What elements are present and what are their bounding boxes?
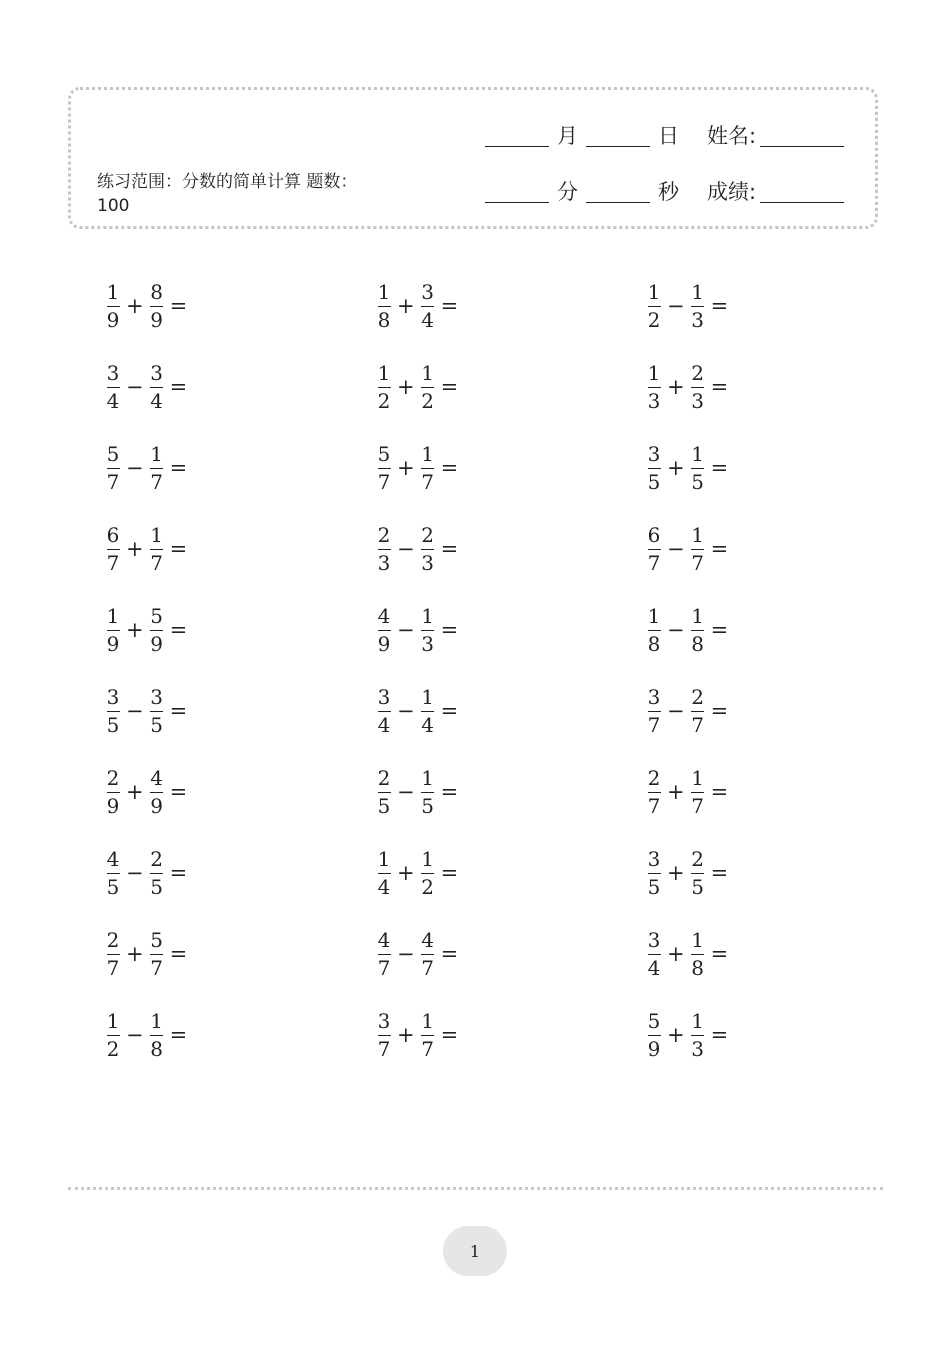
numerator: 6 (647, 523, 661, 547)
first-fraction (105, 281, 121, 331)
first-fraction (646, 767, 662, 817)
denominator: 7 (421, 1037, 434, 1062)
problem-7-2 (376, 767, 458, 817)
problem-3-3 (646, 443, 728, 493)
denominator: 7 (647, 713, 661, 738)
first-fraction (105, 686, 121, 736)
numerator: 1 (421, 442, 434, 466)
denominator: 4 (377, 875, 391, 900)
first-fraction (376, 443, 392, 493)
header-box (68, 87, 878, 229)
equals-sign: = (710, 780, 729, 805)
first-fraction (646, 362, 662, 412)
second-fraction (149, 1010, 165, 1060)
numerator: 5 (647, 1009, 661, 1033)
first-fraction (105, 929, 121, 979)
footer-divider (68, 1187, 883, 1190)
equals-sign: = (169, 1023, 188, 1048)
problem-9-1 (105, 929, 187, 979)
denominator: 2 (106, 1037, 120, 1062)
second-fraction (149, 605, 165, 655)
first-fraction (105, 605, 121, 655)
numerator: 1 (421, 685, 434, 709)
numerator: 1 (150, 1009, 163, 1033)
first-fraction (376, 281, 392, 331)
operator: + (667, 456, 685, 481)
denominator: 5 (150, 875, 163, 900)
problem-7-1 (105, 767, 187, 817)
operator: + (667, 942, 685, 967)
equals-sign: = (440, 780, 459, 805)
second-fraction (149, 848, 165, 898)
problem-2-3 (646, 362, 728, 412)
numerator: 2 (150, 847, 163, 871)
operator: + (126, 618, 144, 643)
equals-sign: = (710, 1023, 729, 1048)
problem-8-2 (376, 848, 458, 898)
equals-sign: = (440, 618, 459, 643)
denominator: 5 (421, 794, 434, 819)
operator: − (126, 375, 144, 400)
problem-9-3 (646, 929, 728, 979)
equals-sign: = (169, 942, 188, 967)
numerator: 2 (647, 766, 661, 790)
minute-label: 分 (557, 180, 578, 204)
operator: − (667, 294, 685, 319)
numerator: 1 (377, 847, 391, 871)
second-fraction (690, 929, 706, 979)
denominator: 3 (691, 1037, 704, 1062)
denominator: 5 (377, 794, 391, 819)
equals-sign: = (710, 618, 729, 643)
numerator: 2 (106, 766, 120, 790)
second-fraction (420, 1010, 436, 1060)
practice-scope: 练习范围：分数的简单计算 题数：100 (97, 172, 358, 216)
denominator: 5 (150, 713, 163, 738)
numerator: 1 (647, 361, 661, 385)
name-blank[interactable] (760, 124, 844, 147)
numerator: 2 (691, 847, 704, 871)
denominator: 4 (150, 389, 163, 414)
numerator: 3 (421, 280, 434, 304)
denominator: 9 (150, 632, 163, 657)
numerator: 5 (106, 442, 120, 466)
numerator: 1 (150, 442, 163, 466)
denominator: 7 (691, 794, 704, 819)
problem-6-3 (646, 686, 728, 736)
equals-sign: = (169, 618, 188, 643)
numerator: 4 (377, 928, 391, 952)
denominator: 2 (421, 875, 434, 900)
numerator: 2 (421, 523, 434, 547)
first-fraction (376, 524, 392, 574)
second-fraction (149, 686, 165, 736)
equals-sign: = (710, 537, 729, 562)
problem-9-2 (376, 929, 458, 979)
denominator: 5 (106, 875, 120, 900)
operator: + (397, 1023, 415, 1048)
denominator: 8 (691, 632, 704, 657)
second-fraction (149, 929, 165, 979)
numerator: 3 (647, 685, 661, 709)
denominator: 7 (421, 956, 434, 981)
operator: + (397, 375, 415, 400)
first-fraction (646, 848, 662, 898)
numerator: 2 (691, 361, 704, 385)
denominator: 2 (647, 308, 661, 333)
denominator: 8 (150, 1037, 163, 1062)
problem-4-3 (646, 524, 728, 574)
denominator: 7 (150, 551, 163, 576)
denominator: 7 (377, 956, 391, 981)
first-fraction (646, 524, 662, 574)
denominator: 7 (106, 956, 120, 981)
denominator: 5 (647, 875, 661, 900)
denominator: 3 (691, 308, 704, 333)
denominator: 7 (421, 470, 434, 495)
first-fraction (376, 1010, 392, 1060)
problem-5-2 (376, 605, 458, 655)
first-fraction (376, 605, 392, 655)
page-number: 1 (443, 1226, 507, 1276)
second-blank[interactable] (586, 180, 650, 203)
denominator: 7 (647, 794, 661, 819)
name-label: 姓名: (707, 124, 757, 148)
problem-1-2 (376, 281, 458, 331)
equals-sign: = (169, 780, 188, 805)
problem-5-3 (646, 605, 728, 655)
operator: + (667, 861, 685, 886)
second-fraction (420, 524, 436, 574)
numerator: 1 (647, 280, 661, 304)
denominator: 8 (691, 956, 704, 981)
first-fraction (105, 1010, 121, 1060)
operator: − (397, 942, 415, 967)
operator: + (667, 375, 685, 400)
second-fraction (420, 848, 436, 898)
numerator: 3 (377, 1009, 391, 1033)
numerator: 1 (421, 361, 434, 385)
denominator: 9 (106, 794, 120, 819)
numerator: 1 (691, 280, 704, 304)
first-fraction (105, 362, 121, 412)
problem-2-2 (376, 362, 458, 412)
denominator: 7 (647, 551, 661, 576)
denominator: 7 (377, 470, 391, 495)
numerator: 4 (106, 847, 120, 871)
first-fraction (646, 443, 662, 493)
second-fraction (690, 605, 706, 655)
denominator: 3 (421, 632, 434, 657)
score-blank[interactable] (760, 180, 844, 203)
problem-10-2 (376, 1010, 458, 1060)
denominator: 5 (691, 470, 704, 495)
numerator: 1 (691, 766, 704, 790)
numerator: 4 (421, 928, 434, 952)
numerator: 1 (421, 604, 434, 628)
denominator: 4 (106, 389, 120, 414)
second-fraction (690, 767, 706, 817)
numerator: 3 (647, 847, 661, 871)
numerator: 3 (106, 685, 120, 709)
numerator: 1 (691, 604, 704, 628)
numerator: 3 (647, 928, 661, 952)
numerator: 3 (150, 361, 163, 385)
first-fraction (105, 524, 121, 574)
equals-sign: = (169, 699, 188, 724)
first-fraction (376, 767, 392, 817)
denominator: 9 (106, 308, 120, 333)
problem-10-3 (646, 1010, 728, 1060)
denominator: 9 (150, 308, 163, 333)
problem-8-3 (646, 848, 728, 898)
denominator: 8 (647, 632, 661, 657)
numerator: 1 (150, 523, 163, 547)
denominator: 3 (647, 389, 661, 414)
operator: + (126, 780, 144, 805)
numerator: 4 (377, 604, 391, 628)
problem-1-3 (646, 281, 728, 331)
first-fraction (376, 848, 392, 898)
denominator: 9 (150, 794, 163, 819)
denominator: 7 (106, 470, 120, 495)
operator: + (126, 942, 144, 967)
numerator: 1 (647, 604, 661, 628)
equals-sign: = (440, 375, 459, 400)
second-fraction (420, 362, 436, 412)
numerator: 8 (150, 280, 163, 304)
equals-sign: = (710, 294, 729, 319)
equals-sign: = (440, 942, 459, 967)
first-fraction (646, 929, 662, 979)
operator: − (667, 699, 685, 724)
second-label: 秒 (658, 180, 679, 204)
equals-sign: = (440, 1023, 459, 1048)
second-fraction (420, 929, 436, 979)
operator: + (397, 294, 415, 319)
equals-sign: = (169, 456, 188, 481)
denominator: 7 (150, 956, 163, 981)
first-fraction (376, 929, 392, 979)
equals-sign: = (169, 294, 188, 319)
denominator: 7 (377, 1037, 391, 1062)
numerator: 1 (691, 523, 704, 547)
equals-sign: = (710, 456, 729, 481)
equals-sign: = (440, 861, 459, 886)
equals-sign: = (169, 861, 188, 886)
second-fraction (420, 767, 436, 817)
operator: + (397, 861, 415, 886)
equals-sign: = (710, 861, 729, 886)
equals-sign: = (440, 537, 459, 562)
first-fraction (646, 686, 662, 736)
operator: + (667, 780, 685, 805)
numerator: 1 (691, 1009, 704, 1033)
numerator: 5 (377, 442, 391, 466)
first-fraction (105, 443, 121, 493)
second-fraction (420, 281, 436, 331)
denominator: 4 (421, 308, 434, 333)
denominator: 4 (421, 713, 434, 738)
numerator: 2 (377, 766, 391, 790)
denominator: 5 (647, 470, 661, 495)
time-score-row (485, 176, 844, 206)
first-fraction (376, 362, 392, 412)
numerator: 1 (421, 1009, 434, 1033)
operator: + (126, 537, 144, 562)
denominator: 2 (421, 389, 434, 414)
equals-sign: = (440, 294, 459, 319)
second-fraction (149, 362, 165, 412)
first-fraction (105, 848, 121, 898)
operator: − (397, 537, 415, 562)
denominator: 7 (106, 551, 120, 576)
operator: − (126, 699, 144, 724)
problem-5-1 (105, 605, 187, 655)
denominator: 8 (377, 308, 391, 333)
numerator: 2 (106, 928, 120, 952)
date-name-row (485, 120, 844, 150)
denominator: 4 (647, 956, 661, 981)
first-fraction (646, 281, 662, 331)
operator: + (126, 294, 144, 319)
day-blank[interactable] (586, 124, 650, 147)
second-fraction (420, 605, 436, 655)
denominator: 7 (691, 713, 704, 738)
problem-7-3 (646, 767, 728, 817)
equals-sign: = (440, 699, 459, 724)
operator: − (397, 780, 415, 805)
numerator: 6 (106, 523, 120, 547)
denominator: 5 (106, 713, 120, 738)
problem-6-1 (105, 686, 187, 736)
denominator: 4 (377, 713, 391, 738)
second-fraction (149, 524, 165, 574)
numerator: 2 (377, 523, 391, 547)
operator: + (397, 456, 415, 481)
equals-sign: = (710, 375, 729, 400)
denominator: 9 (377, 632, 391, 657)
second-fraction (420, 686, 436, 736)
operator: − (397, 699, 415, 724)
problem-3-2 (376, 443, 458, 493)
problem-6-2 (376, 686, 458, 736)
denominator: 3 (421, 551, 434, 576)
first-fraction (646, 605, 662, 655)
denominator: 3 (691, 389, 704, 414)
month-blank[interactable] (485, 124, 549, 147)
first-fraction (376, 686, 392, 736)
problem-4-2 (376, 524, 458, 574)
problem-10-1 (105, 1010, 187, 1060)
denominator: 3 (377, 551, 391, 576)
operator: − (126, 1023, 144, 1048)
second-fraction (690, 362, 706, 412)
problem-1-1 (105, 281, 187, 331)
operator: − (667, 618, 685, 643)
numerator: 1 (106, 604, 120, 628)
numerator: 4 (150, 766, 163, 790)
first-fraction (646, 1010, 662, 1060)
numerator: 3 (377, 685, 391, 709)
problem-3-1 (105, 443, 187, 493)
operator: − (126, 456, 144, 481)
operator: + (667, 1023, 685, 1048)
problem-4-1 (105, 524, 187, 574)
denominator: 2 (377, 389, 391, 414)
problem-2-1 (105, 362, 187, 412)
minute-blank[interactable] (485, 180, 549, 203)
denominator: 9 (647, 1037, 661, 1062)
info-fields (485, 120, 844, 232)
equals-sign: = (710, 942, 729, 967)
numerator: 1 (377, 280, 391, 304)
denominator: 5 (691, 875, 704, 900)
second-fraction (690, 524, 706, 574)
numerator: 3 (647, 442, 661, 466)
numerator: 1 (377, 361, 391, 385)
denominator: 9 (106, 632, 120, 657)
operator: − (126, 861, 144, 886)
numerator: 1 (106, 280, 120, 304)
second-fraction (690, 848, 706, 898)
numerator: 3 (106, 361, 120, 385)
numerator: 1 (691, 928, 704, 952)
second-fraction (690, 281, 706, 331)
numerator: 2 (691, 685, 704, 709)
equals-sign: = (440, 456, 459, 481)
second-fraction (690, 686, 706, 736)
operator: − (397, 618, 415, 643)
second-fraction (420, 443, 436, 493)
second-fraction (149, 767, 165, 817)
first-fraction (105, 767, 121, 817)
denominator: 7 (150, 470, 163, 495)
numerator: 1 (106, 1009, 120, 1033)
numerator: 1 (421, 847, 434, 871)
second-fraction (149, 281, 165, 331)
second-fraction (149, 443, 165, 493)
numerator: 1 (691, 442, 704, 466)
equals-sign: = (169, 537, 188, 562)
score-label: 成绩: (707, 180, 757, 204)
numerator: 1 (421, 766, 434, 790)
numerator: 5 (150, 928, 163, 952)
second-fraction (690, 443, 706, 493)
equals-sign: = (710, 699, 729, 724)
day-label: 日 (658, 124, 679, 148)
denominator: 7 (691, 551, 704, 576)
problem-8-1 (105, 848, 187, 898)
second-fraction (690, 1010, 706, 1060)
operator: − (667, 537, 685, 562)
numerator: 5 (150, 604, 163, 628)
equals-sign: = (169, 375, 188, 400)
month-label: 月 (557, 124, 578, 148)
numerator: 3 (150, 685, 163, 709)
